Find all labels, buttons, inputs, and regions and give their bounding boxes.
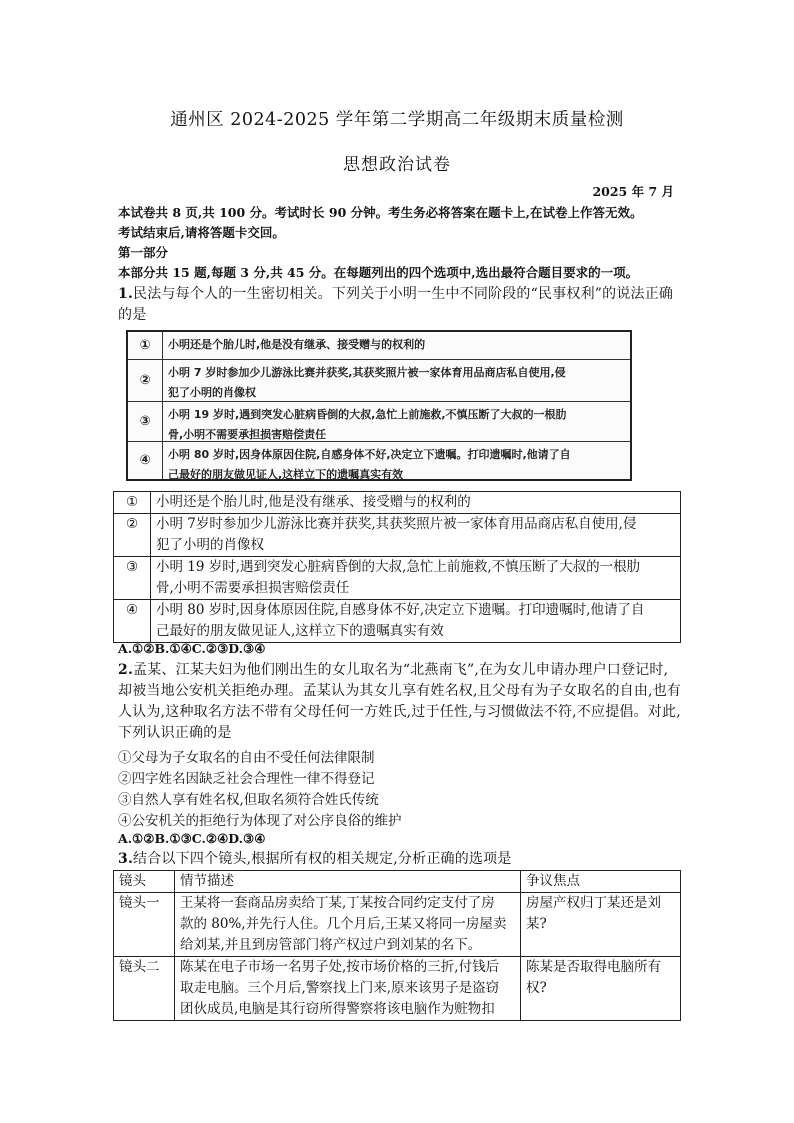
- scan-row-index: ④: [128, 442, 163, 479]
- part-description: 本部分共 15 题,每题 3 分,共 45 分。在每题列出的四个选项中,选出最符合题目要求的一项。: [118, 265, 639, 280]
- question-3-table: [113, 870, 681, 1021]
- shot-label: 镜头二: [114, 957, 175, 1021]
- question-3-stem: 3.结合以下四个镜头,根据所有权的相关规定,分析正确的选项是: [118, 851, 512, 867]
- table-row: [114, 957, 681, 1021]
- table-row: [114, 492, 681, 514]
- option-index: ③: [114, 557, 151, 600]
- option-index: ④: [114, 600, 151, 643]
- column-header: 争议焦点: [521, 871, 681, 893]
- dispute-focus: 陈某是否取得电脑所有 权?: [521, 957, 681, 1021]
- plot-description: 陈某在电子市场一名男子处,按市场价格的三折,付钱后 取走电脑。三个月后,警察找上门来,原来该男子是盗窃 团伙成员,电脑是其行窃所得警察将该电脑作为赃物扣: [175, 957, 521, 1021]
- option-index: ①: [114, 492, 151, 514]
- question-1-stem: [118, 284, 683, 326]
- scan-row-index: ③: [128, 402, 163, 441]
- option-text: 小明 80 岁时,因身体原因住院,自感身体不好,决定立下遗嘱。打印遗嘱时,他请了自 己最好的朋友做见证人,这样立下的遗嘱真实有效: [151, 600, 681, 643]
- instruction-line-2: 考试结束后,请将答题卡交回。: [118, 225, 285, 240]
- question-1-stem-line-1: 民法与每个人的一生密切相关。下列关于小明一生中不同阶段的“民事权利”的说法正确: [133, 286, 674, 302]
- scan-row-text: 小明还是个胎儿时,他是没有继承、接受赠与的权利的: [168, 338, 426, 351]
- scan-row-index: ①: [128, 332, 163, 359]
- table-header-row: [114, 871, 681, 893]
- shot-label: 镜头一: [114, 893, 175, 957]
- scan-row-text: 小明 19 岁时,遇到突发心脏病昏倒的大叔,急忙上前施救,不慎压断了大叔的一根肋 骨,小明不需要承担损害赔偿责任: [168, 408, 567, 441]
- table-row: [114, 557, 681, 600]
- question-1-stem-line-2: 的是: [118, 307, 147, 323]
- question-2-option: ③自然人享有姓名权,但取名须符合姓氏传统: [118, 792, 379, 808]
- scan-row: [128, 332, 630, 359]
- part-title: 第一部分: [118, 245, 169, 260]
- plot-description: 王某将一套商品房卖给丁某,丁某按合同约定支付了房 款的 80%,并先行人住。几个月后,王某又将同一房屋卖 给刘某,并且到房管部门将产权过户到刘某的名下。: [175, 893, 521, 957]
- question-2-option: ④公安机关的拒绝行为体现了对公序良俗的维护: [118, 813, 402, 829]
- question-2-option: ①父母为子女取名的自由不受任何法律限制: [118, 750, 375, 766]
- question-1-answers: A.①②B.①④C.②③D.③④: [118, 641, 266, 656]
- question-2-answers: A.①②B.①③C.②④D.③④: [118, 831, 266, 846]
- scan-row-text: 小明 7 岁时参加少儿游泳比赛并获奖,其获奖照片被一家体育用品商店私自使用,侵 犯了小明的肖像权: [168, 366, 566, 399]
- question-1-options-table: [113, 491, 681, 643]
- scan-row-index: ②: [128, 360, 163, 401]
- scan-row-text: 小明 80 岁时,因身体原因住院,自感身体不好,决定立下遗嘱。打印遗嘱时,他请了自 己最好的朋友做见证人,这样立下的遗嘱真实有效: [168, 448, 571, 481]
- exam-title: 通州区 2024-2025 学年第二学期高二年级期末质量检测: [170, 110, 624, 130]
- question-2-stem: 2.孟某、江某夫妇为他们刚出生的女儿取名为“北燕南飞”,在为女儿申请办理户口登记时, 却被当地公安机关拒绝办理。孟某认为其女儿享有姓名权,且父母有为子女取名的自由,也有 人认为,这种取名方法不带有父母任何一方姓氏,过于任性,与习惯做法不符,不应提倡。对此, 下列认识正确的是: [118, 662, 682, 741]
- question-3-number: 3.: [118, 851, 134, 867]
- table-row: [114, 514, 681, 557]
- option-index: ②: [114, 514, 151, 557]
- option-text: 小明 7岁时参加少儿游泳比赛并获奖,其获奖照片被一家体育用品商店私自使用,侵 犯了小明的肖像权: [151, 514, 681, 557]
- option-text: 小明还是个胎儿时,他是没有继承、接受赠与的权利的: [151, 492, 681, 514]
- instruction-line-1: 本试卷共 8 页,共 100 分。考试时长 90 分钟。考生务必将答案在题卡上,在试卷上作答无效。: [118, 205, 643, 220]
- column-header: 情节描述: [175, 871, 521, 893]
- dispute-focus: 房屋产权归丁某还是刘 某?: [521, 893, 681, 957]
- table-row: [114, 893, 681, 957]
- instructions: [118, 203, 683, 283]
- question-2-option: ②四字姓名因缺乏社会合理性一律不得登记: [118, 771, 375, 787]
- question-1-scanned-table: [126, 330, 632, 481]
- scan-row: [128, 401, 630, 441]
- option-text: 小明 19 岁时,遇到突发心脏病昏倒的大叔,急忙上前施救,不慎压断了大叔的一根肋 骨,小明不需要承担损害赔偿责任: [151, 557, 681, 600]
- question-2-number: 2.: [118, 662, 134, 678]
- exam-subtitle: 思想政治试卷: [343, 155, 451, 175]
- table-row: [114, 600, 681, 643]
- scan-row: [128, 359, 630, 401]
- scan-row: [128, 441, 630, 479]
- exam-date: 2025 年 7 月: [592, 184, 674, 199]
- question-1-number: 1.: [118, 286, 134, 302]
- column-header: 镜头: [114, 871, 175, 893]
